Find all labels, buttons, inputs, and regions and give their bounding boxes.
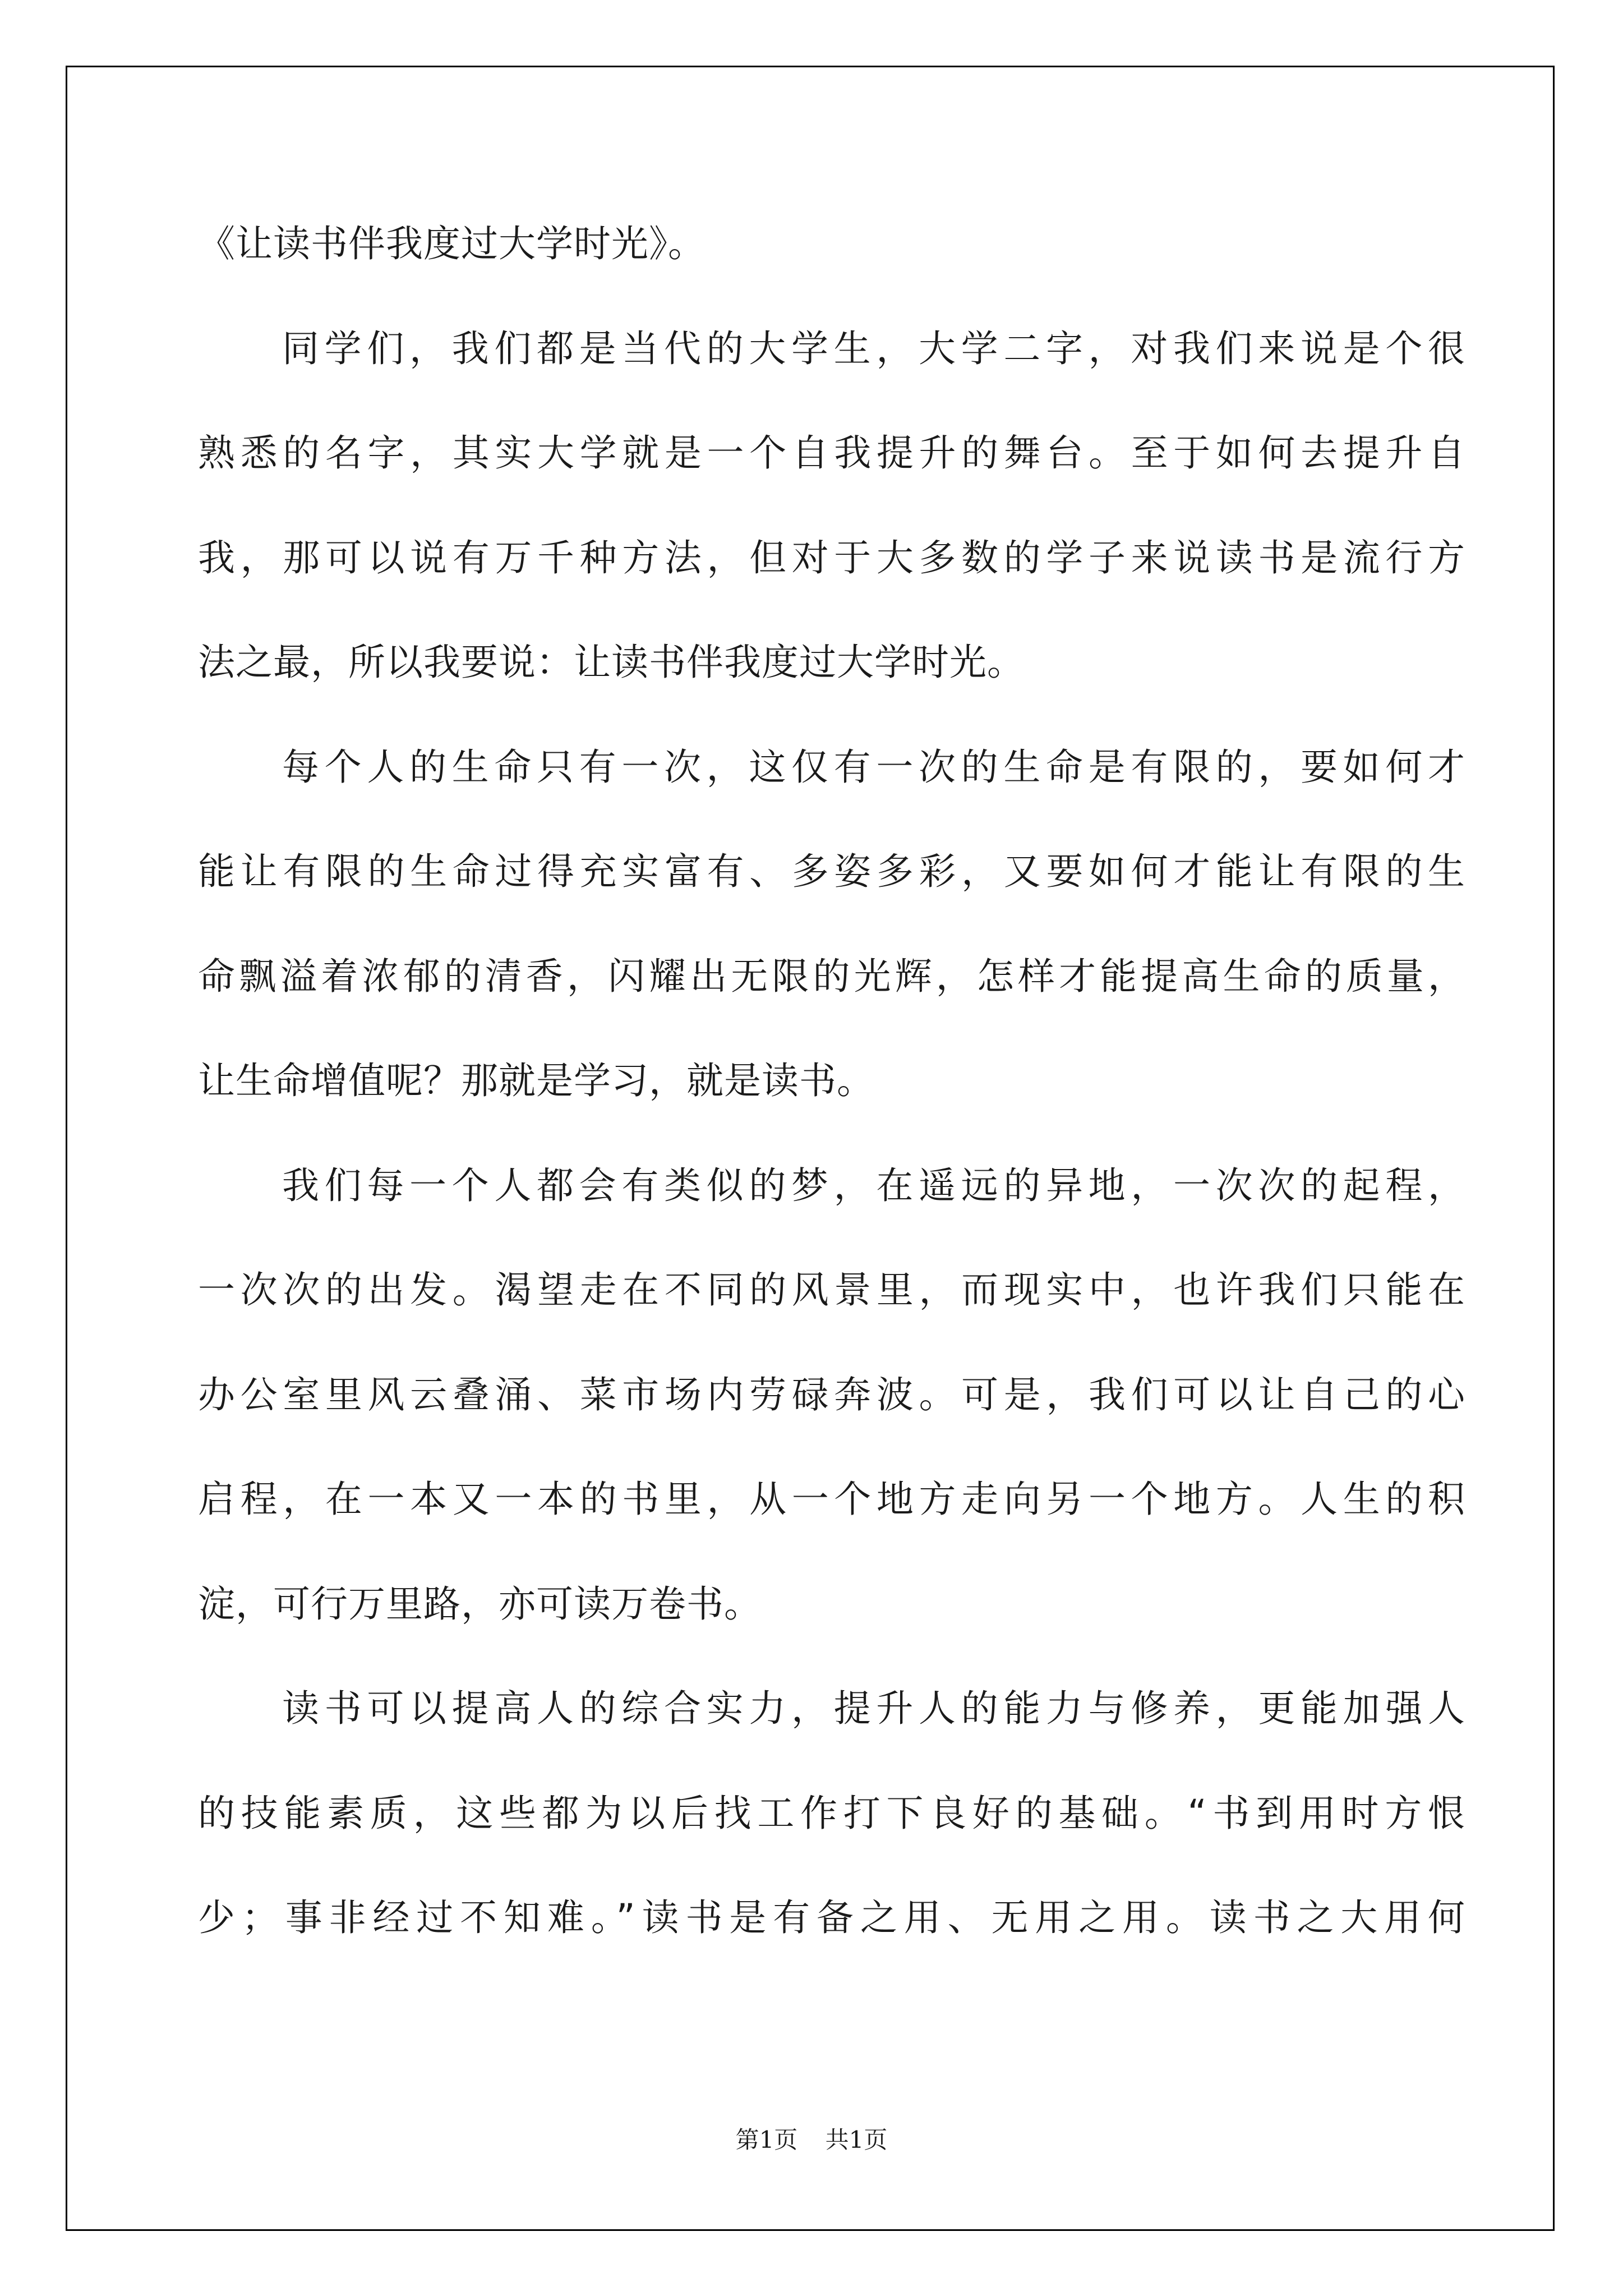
page-footer [0, 2122, 1623, 2155]
text-line: 法之最，所以我要说：让读书伴我度过大学时光。 [198, 641, 1025, 684]
text-line: 淀，可行万里路，亦可读万卷书。 [198, 1582, 762, 1626]
document-body [198, 210, 1465, 1989]
text-line: 每个人的生命只有一次，这仅有一次的生命是有限的，要如何才 [282, 745, 1465, 789]
text-line: 一次次的出发。渴望走在不同的风景里，而现实中，也许我们只能在 [198, 1268, 1465, 1312]
text-line: 熟悉的名字，其实大学就是一个自我提升的舞台。至于如何去提升自 [198, 431, 1465, 475]
text-line: 让生命增值呢？那就是学习，就是读书。 [198, 1059, 874, 1102]
text-line: 读书可以提高人的综合实力，提升人的能力与修养，更能加强人 [282, 1687, 1465, 1730]
text-line: 《让读书伴我度过大学时光》。 [198, 222, 706, 265]
text-line: 的技能素质，这些都为以后找工作打下良好的基础。“书到用时方恨 [198, 1791, 1465, 1835]
text-line: 命飘溢着浓郁的清香，闪耀出无限的光辉，怎样才能提高生命的质量， [198, 954, 1465, 998]
text-line: 我们每一个人都会有类似的梦，在遥远的异地，一次次的起程， [282, 1163, 1465, 1207]
page-number-current: 第1页 [735, 2126, 798, 2154]
text-line: 办公室里风云叠涌、菜市场内劳碌奔波。可是，我们可以让自己的心 [198, 1373, 1465, 1416]
text-line: 同学们，我们都是当代的大学生，大学二字，对我们来说是个很 [282, 326, 1465, 370]
text-line: 少；事非经过不知难。”读书是有备之用、无用之用。读书之大用何 [198, 1896, 1465, 1939]
page-number-total: 共1页 [825, 2126, 888, 2154]
text-line: 我，那可以说有万千种方法，但对于大多数的学子来说读书是流行方 [198, 536, 1465, 579]
text-line: 能让有限的生命过得充实富有、多姿多彩，又要如何才能让有限的生 [198, 850, 1465, 893]
text-line: 启程，在一本又一本的书里，从一个地方走向另一个地方。人生的积 [198, 1478, 1465, 1521]
